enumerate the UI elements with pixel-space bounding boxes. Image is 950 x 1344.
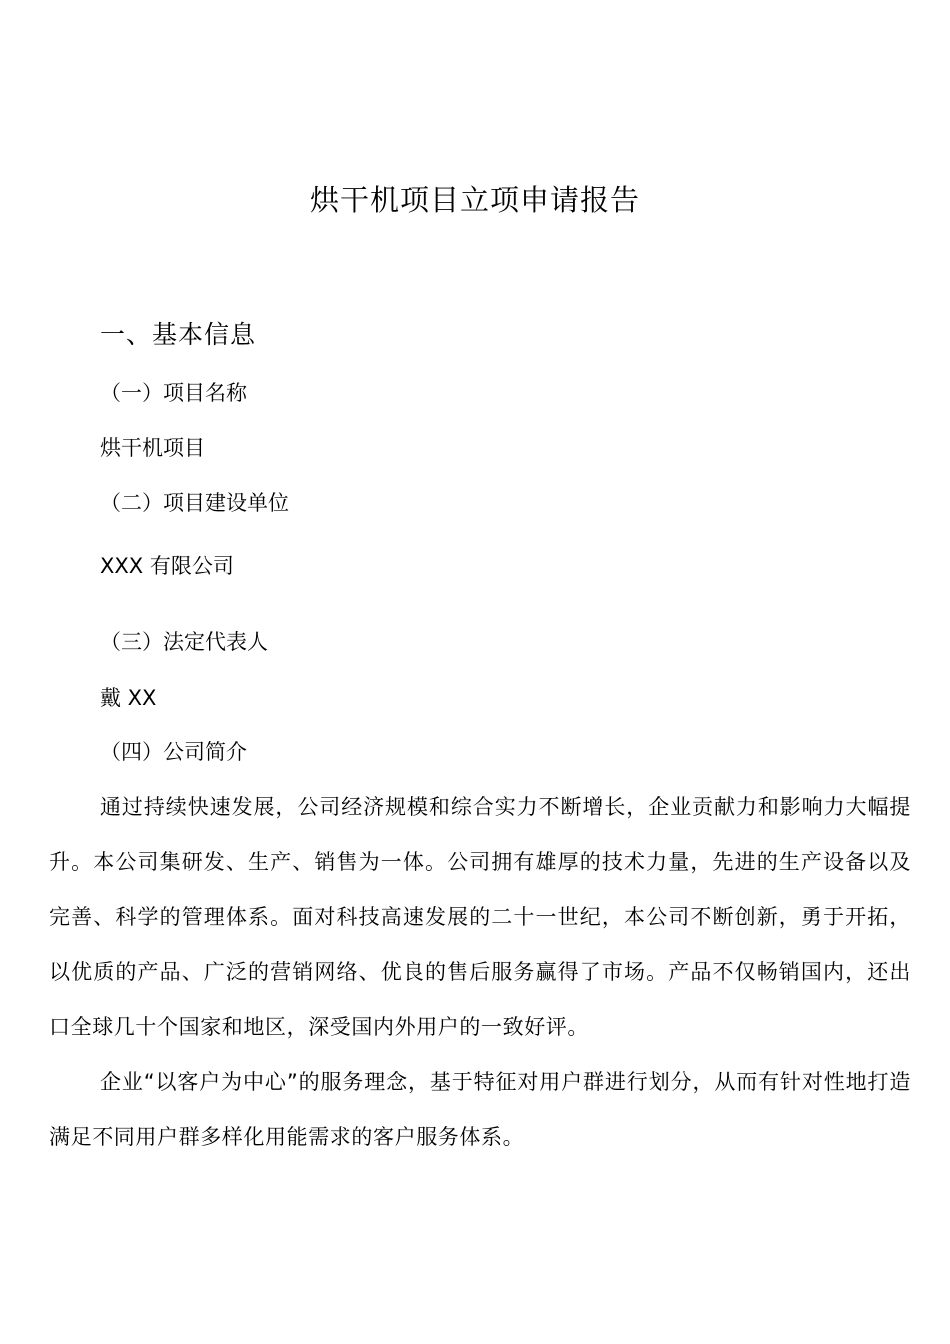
item-value-construction-unit: XXX 有限公司 (100, 554, 234, 578)
section-heading-basic-info: 一、基本信息 (100, 320, 257, 349)
item-value-legal-representative: 戴 XX (100, 686, 157, 710)
item-value-project-name: 烘干机项目 (100, 436, 205, 460)
item-label-legal-representative: （三）法定代表人 (100, 630, 268, 654)
company-intro-paragraph: 通过持续快速发展，公司经济规模和综合实力不断增长，企业贡献力和影响力大幅提升。本公司集研发、生产、销售为一体。公司拥有雄厚的技术力量，先进的生产设备以及完善、科学的管理体系。面对科技高速发展的二十一世纪，本公司不断创新，勇于开拓，以优质的产品、广泛的营销网络、优良的售后服务赢得了市场。产品不仅畅销国内，还出口全球几十个国家和地区，深受国内外用户的一致好评。 (49, 795, 911, 1039)
document-title: 烘干机项目立项申请报告 (309, 183, 640, 217)
service-concept-paragraph: 企业“以客户为中心”的服务理念，基于特征对用户群进行划分，从而有针对性地打造满足不同用户群多样化用能需求的客户服务体系。 (49, 1070, 911, 1149)
item-label-project-name: （一）项目名称 (100, 381, 247, 405)
item-label-construction-unit: （二）项目建设单位 (100, 491, 289, 515)
item-label-company-intro: （四）公司简介 (100, 740, 247, 764)
